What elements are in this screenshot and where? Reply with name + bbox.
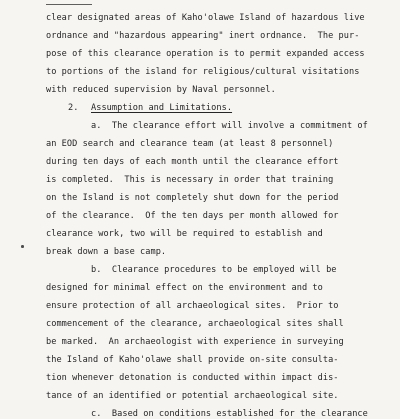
section-2-title: Assumption and Limitations. (91, 103, 233, 113)
section-2-number: 2. (68, 103, 79, 113)
subsection-b-line-3: ensure protection of all archaeological sites. Prior to (46, 301, 339, 311)
subsection-a-line-5: on the Island is not completely shut down for the period (46, 193, 339, 203)
subsection-a-line-4: is completed. This is necessary in order that training (46, 175, 334, 185)
subsection-a-line-3: during ten days of each month until the clearance effort (46, 157, 339, 167)
subsection-b-line-5: be marked. An archaeologist with experience in surveying (46, 337, 344, 347)
subsection-c-line-1: c. Based on conditions established for the clearance (91, 409, 368, 419)
margin-dot (21, 245, 24, 248)
subsection-a-line-2: an EOD search and clearance team (at least 8 personnel) (46, 139, 334, 149)
paragraph-1-line-1: clear designated areas of Kaho'olawe Island of hazardous live (46, 13, 365, 23)
subsection-b-line-7: tion whenever detonation is conducted within impact dis- (46, 373, 339, 383)
subsection-b-line-6: the Island of Kaho'olawe shall provide on-site consulta- (46, 355, 339, 365)
subsection-b-line-8: tance of an identified or potential archaeological site. (46, 391, 339, 401)
subsection-a-line-7: clearance work, two will be required to establish and (46, 229, 323, 239)
subsection-b-line-1: b. Clearance procedures to be employed will be (91, 265, 337, 275)
paragraph-1-line-5: with reduced supervision by Naval personnel. (46, 85, 276, 95)
subsection-b-line-2: designed for minimal effect on the environment and to (46, 283, 323, 293)
paragraph-1-line-3: pose of this clearance operation is to permit expanded access (46, 49, 365, 59)
subsection-b-line-4: commencement of the clearance, archaeological sites shall (46, 319, 344, 329)
subsection-a-line-6: of the clearance. Of the ten days per month allowed for (46, 211, 339, 221)
paragraph-1-line-2: ordnance and "hazardous appearing" inert ordnance. The pur- (46, 31, 360, 41)
cut-off-heading-mark (46, 4, 92, 9)
subsection-a-line-1: a. The clearance effort will involve a commitment of (91, 121, 368, 131)
subsection-a-line-8: break down a base camp. (46, 247, 167, 257)
paragraph-1-line-4: to portions of the island for religious/cultural visitations (46, 67, 360, 77)
